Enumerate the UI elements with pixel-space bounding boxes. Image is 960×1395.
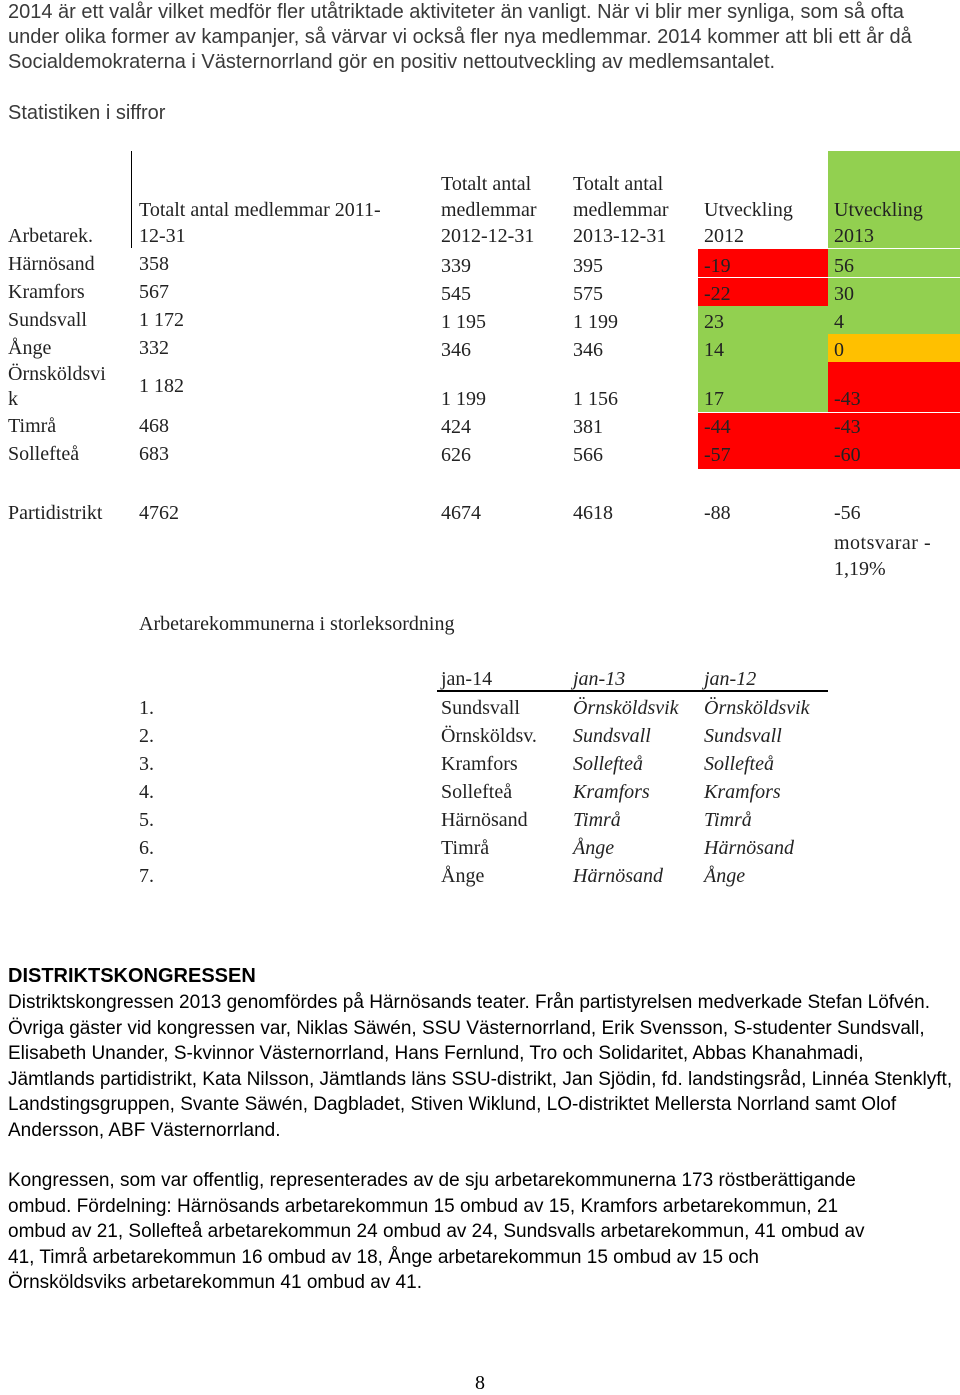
cell-utveckling-2013: 56 xyxy=(834,255,854,277)
cell-total-2012: 339 xyxy=(441,255,471,277)
cell-total-2011: 358 xyxy=(139,253,169,275)
cell-total-2013: 1 199 xyxy=(573,311,618,333)
ranking-jan12: Sundsvall xyxy=(704,725,782,747)
ranking-jan14: Örnsköldsv. xyxy=(441,725,537,747)
ranking-jan13: Sollefteå xyxy=(573,753,643,775)
header-divider xyxy=(131,151,132,248)
ranking-jan13: Kramfors xyxy=(573,781,650,803)
ranking-jan12: Timrå xyxy=(704,809,752,831)
cell-total-2012: 346 xyxy=(441,339,471,361)
total-2011: 4762 xyxy=(139,502,179,524)
ranking-jan12: Ånge xyxy=(704,865,746,887)
cell-total-2012: 1 199 xyxy=(441,388,486,410)
bg-sundsvall-u2013 xyxy=(828,306,960,334)
congress-paragraph-2: Kongressen, som var offentlig, representerades av de sju arbetarekommunerna 173 röstberättigande ombud. Fördelning: Härnösands arbetarekommun 15 ombud av 15, Kramfors arbetarekommun, 21 ombud av 21, Sollefteå arbetarekommun 24 ombud av 24, Sundsvalls arbetarekommun, 41 ombud av 41, Timrå arbetarekommun 16 ombud av 18, Ånge arbetarekommun 15 ombud av 15 och Örnsköldsviks arbetarekommun 41 ombud av 41. xyxy=(8,1170,865,1294)
cell-name: Kramfors xyxy=(8,281,85,303)
ranking-jan13: Sundsvall xyxy=(573,725,651,747)
ranking-jan14: Härnösand xyxy=(441,809,528,831)
cell-total-2013: 575 xyxy=(573,283,603,305)
ranking-jan14: Ånge xyxy=(441,865,485,887)
cell-total-2013: 395 xyxy=(573,255,603,277)
total-utveckling-2013: -56 xyxy=(834,502,861,524)
cell-utveckling-2013: 0 xyxy=(834,339,844,361)
cell-total-2011: 1 172 xyxy=(139,309,184,331)
cell-utveckling-2012: -57 xyxy=(704,444,731,466)
cell-total-2012: 626 xyxy=(441,444,471,466)
cell-total-2011: 1 182 xyxy=(139,375,184,397)
cell-utveckling-2012: -44 xyxy=(704,416,731,438)
cell-name: Sollefteå xyxy=(8,443,80,465)
cell-utveckling-2012: 23 xyxy=(704,311,724,333)
cell-utveckling-2012: 17 xyxy=(704,388,724,410)
header-total-2011-line1: Totalt antal medlemmar 2011- xyxy=(139,199,381,221)
total-name: Partidistrikt xyxy=(8,502,103,524)
header-total-2013-line2: medlemmar xyxy=(573,199,669,221)
ranking-rank: 7. xyxy=(139,865,154,887)
header-total-2011-line2: 12-31 xyxy=(139,225,186,247)
cell-name: Sundsvall xyxy=(8,309,87,331)
cell-total-2011: 683 xyxy=(139,443,169,465)
ranking-title: Arbetarekommunerna i storleksordning xyxy=(139,613,455,635)
ranking-jan12: Sollefteå xyxy=(704,753,774,775)
cell-total-2013: 346 xyxy=(573,339,603,361)
cell-total-2013: 381 xyxy=(573,416,603,438)
ranking-header-jan12: jan-12 xyxy=(704,668,757,690)
cell-total-2011: 468 xyxy=(139,415,169,437)
ranking-rank: 1. xyxy=(139,697,154,719)
header-utveckling-2013-line2: 2013 xyxy=(834,225,874,247)
total-2013: 4618 xyxy=(573,502,613,524)
cell-name: Timrå xyxy=(8,415,57,437)
cell-total-2011: 567 xyxy=(139,281,169,303)
intro-paragraph: 2014 är ett valår vilket medför fler utåtriktade aktiviteter än vanligt. När vi blir mer synliga, som så ofta under olika former av kampanjer, så värvar vi också fler nya medlemmar. 2014 kommer att bli ett år då Socialdemokraterna i Västernorrland gör en positiv nettoutveckling av medlemsantalet. xyxy=(8,1,912,73)
stats-heading: Statistiken i siffror xyxy=(8,102,166,124)
cell-name: Härnösand xyxy=(8,253,95,275)
cell-total-2012: 545 xyxy=(441,283,471,305)
ranking-rank: 6. xyxy=(139,837,154,859)
ranking-rank: 5. xyxy=(139,809,154,831)
cell-total-2013: 566 xyxy=(573,444,603,466)
ranking-rank: 3. xyxy=(139,753,154,775)
header-total-2012-line1: Totalt antal xyxy=(441,173,532,195)
ranking-jan12: Härnösand xyxy=(704,837,795,859)
ranking-jan13: Timrå xyxy=(573,809,621,831)
cell-total-2013: 1 156 xyxy=(573,388,618,410)
header-arbetarek: Arbetarek. xyxy=(8,225,93,247)
ranking-header-jan14: jan-14 xyxy=(441,668,493,690)
cell-name-line2: k xyxy=(8,388,18,410)
ranking-jan14: Timrå xyxy=(441,837,490,859)
header-total-2013-line1: Totalt antal xyxy=(573,173,664,195)
cell-name-line1: Örnsköldsvi xyxy=(8,363,106,385)
header-utveckling-2013-line1: Utveckling xyxy=(834,199,923,221)
ranking-jan13: Örnsköldsvik xyxy=(573,697,679,719)
ranking-header-jan13: jan-13 xyxy=(573,668,626,690)
total-note-line1: motsvarar - xyxy=(834,532,932,554)
cell-utveckling-2012: -22 xyxy=(704,283,731,305)
cell-total-2012: 424 xyxy=(441,416,471,438)
cell-utveckling-2013: -43 xyxy=(834,388,861,410)
page-number: 8 xyxy=(475,1372,485,1394)
cell-utveckling-2013: 30 xyxy=(834,283,854,305)
section-title: DISTRIKTSKONGRESSEN xyxy=(8,965,256,987)
total-note-line2: 1,19% xyxy=(834,558,886,580)
ranking-jan13: Härnösand xyxy=(573,865,664,887)
cell-utveckling-2012: 14 xyxy=(704,339,724,361)
ranking-rank: 4. xyxy=(139,781,154,803)
ranking-header-rule xyxy=(437,690,828,692)
header-total-2012-line2: medlemmar xyxy=(441,199,537,221)
cell-utveckling-2013: -43 xyxy=(834,416,861,438)
ranking-jan12: Kramfors xyxy=(704,781,781,803)
total-utveckling-2012: -88 xyxy=(704,502,731,524)
ranking-jan14: Kramfors xyxy=(441,753,518,775)
ranking-jan14: Sundsvall xyxy=(441,697,520,719)
cell-utveckling-2013: -60 xyxy=(834,444,861,466)
header-total-2013-line3: 2013-12-31 xyxy=(573,225,667,247)
ranking-rank: 2. xyxy=(139,725,154,747)
cell-total-2012: 1 195 xyxy=(441,311,486,333)
cell-utveckling-2013: 4 xyxy=(834,311,844,333)
cell-total-2011: 332 xyxy=(139,337,169,359)
header-total-2012-line3: 2012-12-31 xyxy=(441,225,535,247)
cell-name: Ånge xyxy=(8,337,52,359)
bg-ange-u2013 xyxy=(828,334,960,362)
ranking-jan14: Sollefteå xyxy=(441,781,513,803)
header-utveckling-2012-line1: Utveckling xyxy=(704,199,793,221)
congress-paragraph-1: Distriktskongressen 2013 genomfördes på Härnösands teater. Från partistyrelsen medverkade Stefan Löfvén. Övriga gäster vid kongressen var, Niklas Säwén, SSU Västernorrland, Erik Svensson, S-studenter Sundsvall, Elisabeth Unander, S-kvinnor Västernorrland, Hans Fernlund, Tro och Solidaritet, Abbas Khanahmadi, Jämtlands partidistrikt, Kata Nilsson, Jämtlands läns SSU-distrikt, Jan Sjödin, fd. landstingsråd, Linnéa Stenklyft, Landstingsgruppen, Svante Säwén, Dagbladet, Stiven Wiklund, LO-distriktet Mellersta Norrland samt Olof Andersson, ABF Västernorrland. xyxy=(8,992,953,1141)
total-2012: 4674 xyxy=(441,502,481,524)
header-utveckling-2012-line2: 2012 xyxy=(704,225,744,247)
ranking-jan13: Ånge xyxy=(573,837,615,859)
ranking-jan12: Örnsköldsvik xyxy=(704,697,810,719)
cell-utveckling-2012: -19 xyxy=(704,255,731,277)
